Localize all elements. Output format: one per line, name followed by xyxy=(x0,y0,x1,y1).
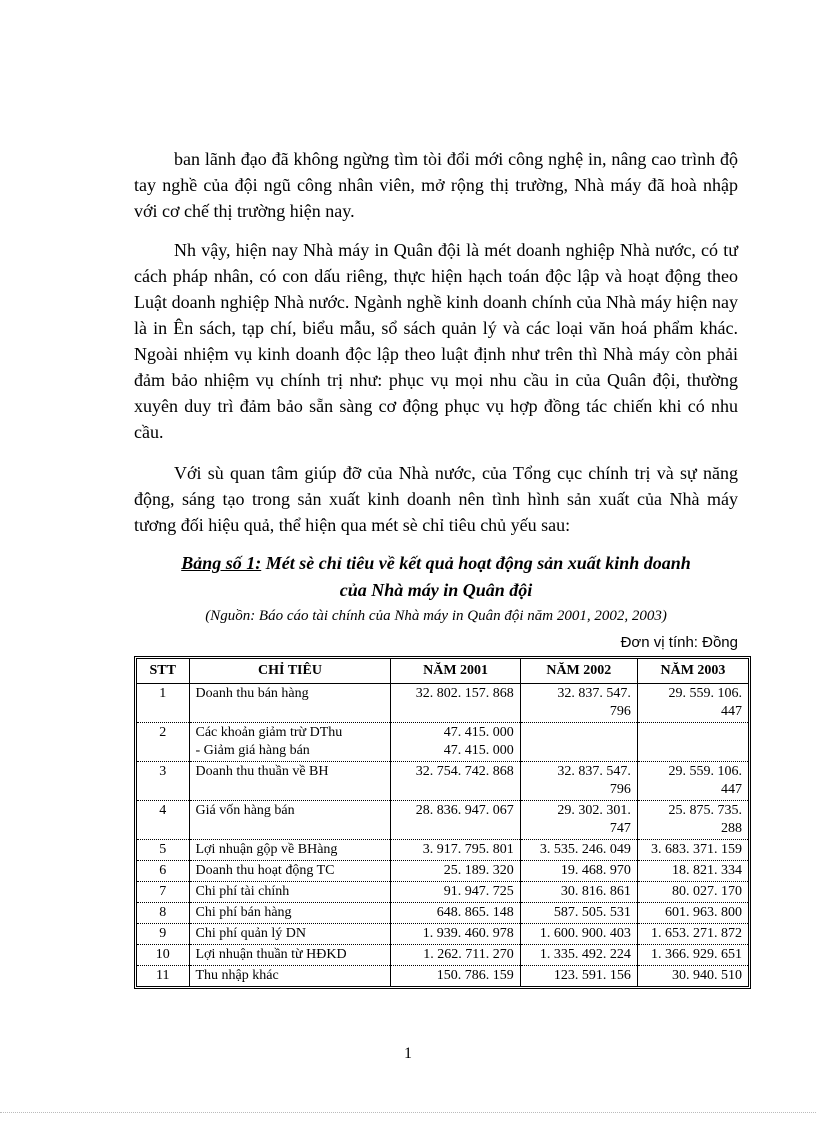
table-row xyxy=(137,840,748,861)
cell-indicator: Chi phí tài chính xyxy=(189,882,391,903)
page-number: 1 xyxy=(404,1045,412,1062)
table-label: Bảng số 1: xyxy=(181,553,262,573)
cell-indicator: Giá vốn hàng bán xyxy=(189,801,391,840)
paragraph-2: Nh vậy, hiện nay Nhà máy in Quân đội là mét doanh nghiệp Nhà nước, có tư cách pháp nhân, có con dấu riêng, thực hiện hạch toán độc lập và hoạt động theo Luật doanh nghiệp Nhà nước. Ngành nghề kinh doanh chính của Nhà máy hiện nay là in Ên sách, tạp chí, biểu mẫu, sổ sách quản lý và các loại văn hoá phẩm khác. Ngoài nhiệm vụ kinh doanh độc lập theo luật định như trên thì Nhà máy còn phải đảm bảo nhiệm vụ chính trị như: phục vụ mọi nhu cầu in của Quân đội, thường xuyên duy trì đảm bảo sẵn sàng cơ động phục vụ hợp đồng tác chiến khi có nhu cầu. xyxy=(134,240,738,442)
cell-indicator: Thu nhập khác xyxy=(189,966,391,987)
cell-indicator: Lợi nhuận thuần từ HĐKD xyxy=(189,945,391,966)
paragraph-3: Với sù quan tâm giúp đỡ của Nhà nước, của Tổng cục chính trị và sự năng động, sáng tạo trong sản xuất kinh doanh nên tình hình sản xuất của Nhà máy tương đối hiệu quả, thể hiện qua mét sè chỉ tiêu chủ yếu sau: xyxy=(134,463,738,535)
cell-stt: 9 xyxy=(137,924,189,945)
cell-2001: 91. 947. 725 xyxy=(391,882,520,903)
header-2002: NĂM 2002 xyxy=(520,659,637,684)
cell-2003: 29. 559. 106. 447 xyxy=(637,762,748,801)
cell-stt: 2 xyxy=(137,723,189,762)
cell-indicator: Chi phí bán hàng xyxy=(189,903,391,924)
cell-stt: 4 xyxy=(137,801,189,840)
cell-2003 xyxy=(637,723,748,762)
cell-2002: 32. 837. 547. 796 xyxy=(520,684,637,723)
table-row xyxy=(137,723,748,762)
table-row xyxy=(137,684,748,723)
cell-indicator: Lợi nhuận gộp về BHàng xyxy=(189,840,391,861)
cell-2001: 47. 415. 000 47. 415. 000 xyxy=(391,723,520,762)
cell-2002: 29. 302. 301. 747 xyxy=(520,801,637,840)
cell-2002: 3. 535. 246. 049 xyxy=(520,840,637,861)
cell-stt: 7 xyxy=(137,882,189,903)
header-stt: STT xyxy=(137,659,189,684)
cell-2003: 601. 963. 800 xyxy=(637,903,748,924)
cell-2002: 30. 816. 861 xyxy=(520,882,637,903)
cell-indicator: Các khoản giảm trừ DThu - Giảm giá hàng bán xyxy=(189,723,391,762)
cell-stt: 3 xyxy=(137,762,189,801)
data-table xyxy=(137,659,748,986)
table-row xyxy=(137,945,748,966)
cell-indicator: Doanh thu thuần về BH xyxy=(189,762,391,801)
cell-2002: 1. 335. 492. 224 xyxy=(520,945,637,966)
cell-2003: 25. 875. 735. 288 xyxy=(637,801,748,840)
cell-2003: 30. 940. 510 xyxy=(637,966,748,987)
table-header-row xyxy=(137,659,748,684)
page-bottom-rule xyxy=(0,1112,816,1113)
cell-2003: 18. 821. 334 xyxy=(637,861,748,882)
cell-stt: 6 xyxy=(137,861,189,882)
cell-2001: 28. 836. 947. 067 xyxy=(391,801,520,840)
table-row xyxy=(137,966,748,987)
table-row xyxy=(137,924,748,945)
cell-indicator: Doanh thu bán hàng xyxy=(189,684,391,723)
cell-2001: 25. 189. 320 xyxy=(391,861,520,882)
table-title-line1: Mét sè chỉ tiêu về kết quả hoạt động sản xuất kinh doanh xyxy=(261,553,691,573)
cell-2001: 3. 917. 795. 801 xyxy=(391,840,520,861)
cell-stt: 10 xyxy=(137,945,189,966)
cell-indicator: Doanh thu hoạt động TC xyxy=(189,861,391,882)
cell-2002: 123. 591. 156 xyxy=(520,966,637,987)
cell-2001: 32. 802. 157. 868 xyxy=(391,684,520,723)
cell-2001: 150. 786. 159 xyxy=(391,966,520,987)
cell-2003: 29. 559. 106. 447 xyxy=(668,686,742,719)
table-row xyxy=(137,762,748,801)
header-2001: NĂM 2001 xyxy=(391,659,520,684)
cell-2001: 1. 262. 711. 270 xyxy=(391,945,520,966)
cell-stt: 1 xyxy=(137,684,189,723)
table-title-line2: của Nhà máy in Quân đội xyxy=(339,580,533,600)
table-source: (Nguồn: Báo cáo tài chính của Nhà máy in Quân đội năm 2001, 2002, 2003) xyxy=(205,608,667,624)
cell-2001: 32. 754. 742. 868 xyxy=(391,762,520,801)
table-row xyxy=(137,801,748,840)
cell-2002: 1. 600. 900. 403 xyxy=(520,924,637,945)
header-2003: NĂM 2003 xyxy=(637,659,748,684)
cell-2001: 1. 939. 460. 978 xyxy=(391,924,520,945)
header-indicator: CHỈ TIÊU xyxy=(189,659,391,684)
cell-2003: 80. 027. 170 xyxy=(637,882,748,903)
cell-stt: 8 xyxy=(137,903,189,924)
cell-2002: 19. 468. 970 xyxy=(520,861,637,882)
table-row xyxy=(137,903,748,924)
cell-2002: 587. 505. 531 xyxy=(520,903,637,924)
cell-stt: 11 xyxy=(137,966,189,987)
data-table-frame xyxy=(134,656,751,989)
table-title xyxy=(134,550,738,576)
cell-indicator: Chi phí quản lý DN xyxy=(189,924,391,945)
cell-2002: 32. 837. 547. 796 xyxy=(520,762,637,801)
table-row xyxy=(137,882,748,903)
cell-2003: 3. 683. 371. 159 xyxy=(637,840,748,861)
table-unit: Đơn vị tính: Đồng xyxy=(620,634,738,651)
cell-2003: 1. 653. 271. 872 xyxy=(637,924,748,945)
cell-2001: 648. 865. 148 xyxy=(391,903,520,924)
cell-2002 xyxy=(520,723,637,762)
table-row xyxy=(137,861,748,882)
cell-2003: 1. 366. 929. 651 xyxy=(637,945,748,966)
paragraph-1: ban lãnh đạo đã không ngừng tìm tòi đổi mới công nghệ in, nâng cao trình độ tay nghề của đội ngũ công nhân viên, mở rộng thị trường, Nhà máy đã hoà nhập với cơ chế thị trường hiện nay. xyxy=(134,149,738,221)
cell-stt: 5 xyxy=(137,840,189,861)
table-body xyxy=(137,684,748,987)
